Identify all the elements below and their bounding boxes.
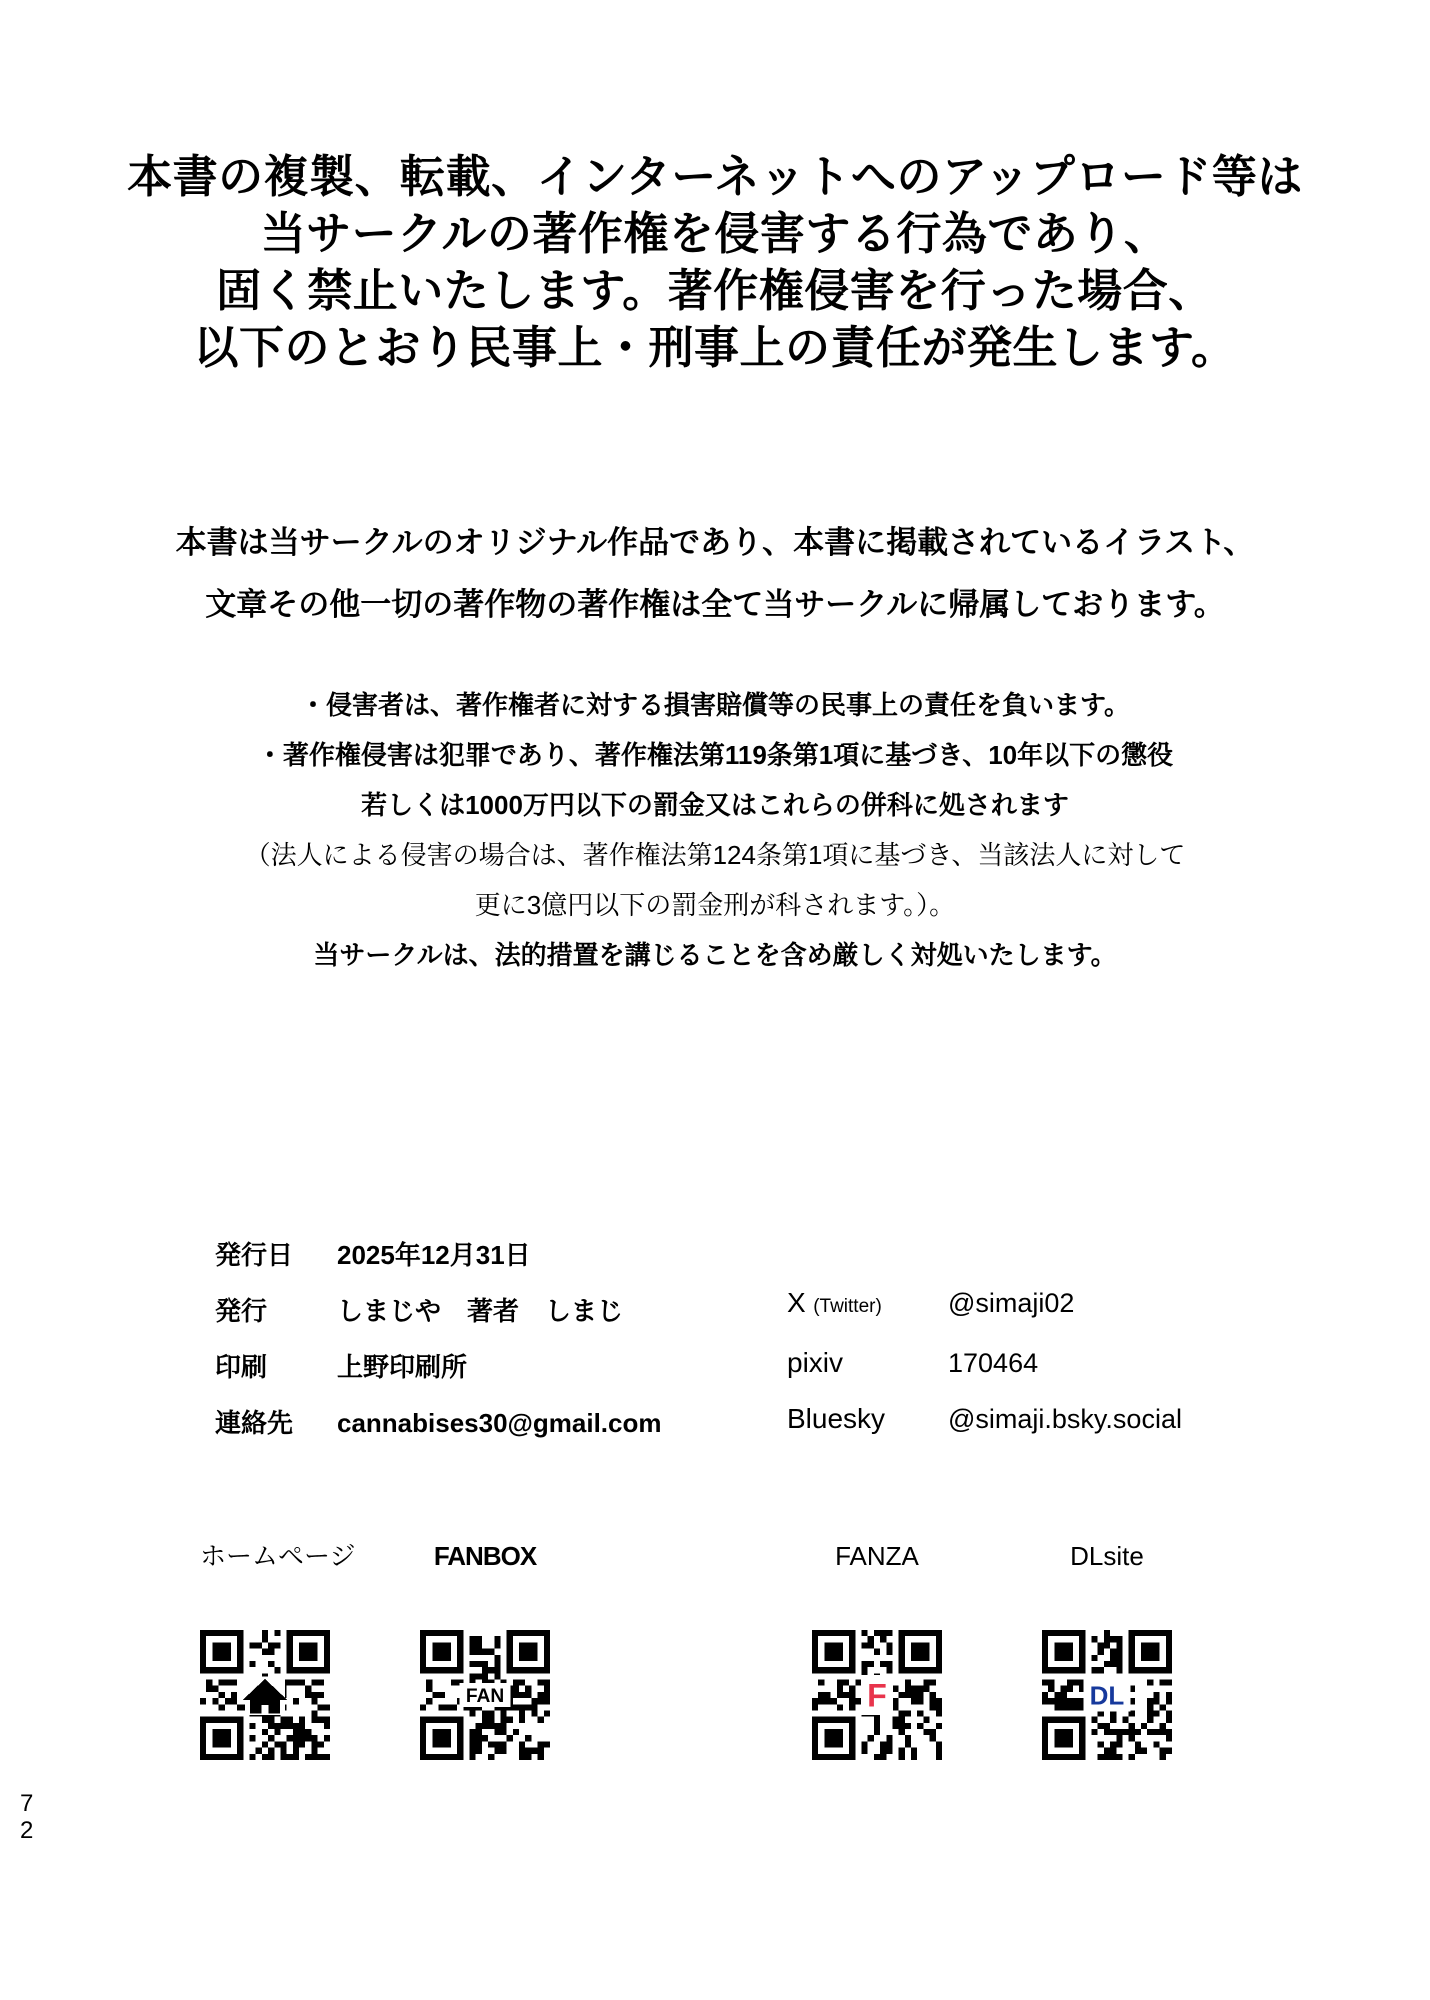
- publication-row-publisher: [215, 1296, 662, 1326]
- bluesky-label: Bluesky: [787, 1403, 886, 1434]
- heading-line-3: 固く禁止いたします。著作権侵害を行った場合、: [216, 265, 1214, 316]
- social-row-pixiv: [787, 1348, 1182, 1378]
- page-number: 72: [20, 1790, 34, 1844]
- qr-code-fanbox: [420, 1630, 550, 1760]
- qr-code-dlsite: [1042, 1630, 1172, 1760]
- contact-email: cannabises30@gmail.com: [337, 1408, 662, 1438]
- twitter-handle: @simaji02: [948, 1288, 1075, 1318]
- publication-row-contact: [215, 1408, 662, 1438]
- social-links: [787, 1288, 1182, 1460]
- heading-line-4: 以下のとおり民事上・刑事上の責任が発生します。: [193, 322, 1237, 373]
- publication-label: 発行: [215, 1296, 268, 1326]
- heading-line-1: 本書の複製、転載、インターネットへのアップロード等は: [127, 151, 1303, 202]
- publication-label: 連絡先: [215, 1408, 294, 1438]
- twitter-note: (Twitter): [813, 1296, 882, 1317]
- publication-label: 印刷: [215, 1352, 268, 1382]
- ownership-line-2: 文章その他一切の著作物の著作権は全て当サークルに帰属しております。: [205, 587, 1225, 622]
- qr-column-fanza: [812, 1540, 942, 1760]
- legal-line-5: 更に3億円以下の罰金刑が科されます。）。: [474, 890, 956, 920]
- pixiv-label: pixiv: [787, 1347, 844, 1378]
- ownership-statement: [0, 512, 1430, 636]
- publication-row-printer: [215, 1352, 662, 1382]
- qr-code-fanza: [812, 1630, 942, 1760]
- dlsite-label: DLsite: [1070, 1541, 1144, 1571]
- social-row-bluesky: [787, 1404, 1182, 1434]
- legal-line-6: 当サークルは、法的措置を講じることを含め厳しく対処いたします。: [313, 940, 1117, 970]
- publication-value: 2025年12月31日: [337, 1240, 531, 1270]
- social-label: [787, 1404, 948, 1434]
- heading-line-2: 当サークルの著作権を侵害する行為であり、: [260, 208, 1170, 259]
- legal-line-2: ・著作権侵害は犯罪であり、著作権法第119条第1項に基づき、10年以下の懲役: [256, 740, 1174, 770]
- social-label: [787, 1348, 948, 1378]
- qr-column-dlsite: [1042, 1540, 1172, 1760]
- legal-liability-block: [0, 680, 1430, 980]
- fanza-label: FANZA: [835, 1541, 919, 1571]
- publication-value: 上野印刷所: [337, 1352, 468, 1382]
- qr-column-fanbox: [420, 1540, 550, 1760]
- publication-label: 発行日: [215, 1240, 294, 1270]
- ownership-line-1: 本書は当サークルのオリジナル作品であり、本書に掲載されているイラスト、: [175, 525, 1255, 560]
- legal-line-3: 若しくは1000万円以下の罰金又はこれらの併科に処されます: [361, 790, 1069, 820]
- legal-line-4: （法人による侵害の場合は、著作権法第124条第1項に基づき、当該法人に対して: [244, 840, 1186, 870]
- fanbox-label: FANBOX: [433, 1541, 537, 1571]
- social-label: [787, 1288, 948, 1322]
- publication-info: [215, 1240, 662, 1464]
- publication-value: しまじや 著者 しまじ: [337, 1296, 624, 1326]
- bluesky-handle: @simaji.bsky.social: [948, 1404, 1182, 1434]
- legal-line-1: ・侵害者は、著作権者に対する損害賠償等の民事上の責任を負います。: [300, 690, 1130, 720]
- copyright-warning-heading: [0, 148, 1430, 376]
- pixiv-id: 170464: [948, 1348, 1039, 1378]
- homepage-label: ホームページ: [200, 1541, 356, 1571]
- publication-row-date: [215, 1240, 662, 1270]
- social-row-twitter: [787, 1288, 1182, 1322]
- svg-text:FAN: FAN: [465, 1685, 505, 1707]
- x-label: X: [787, 1287, 806, 1318]
- svg-text:F: F: [867, 1677, 887, 1714]
- qr-column-homepage: [200, 1540, 356, 1760]
- svg-text:DL: DL: [1089, 1680, 1125, 1711]
- qr-code-homepage: [200, 1630, 330, 1760]
